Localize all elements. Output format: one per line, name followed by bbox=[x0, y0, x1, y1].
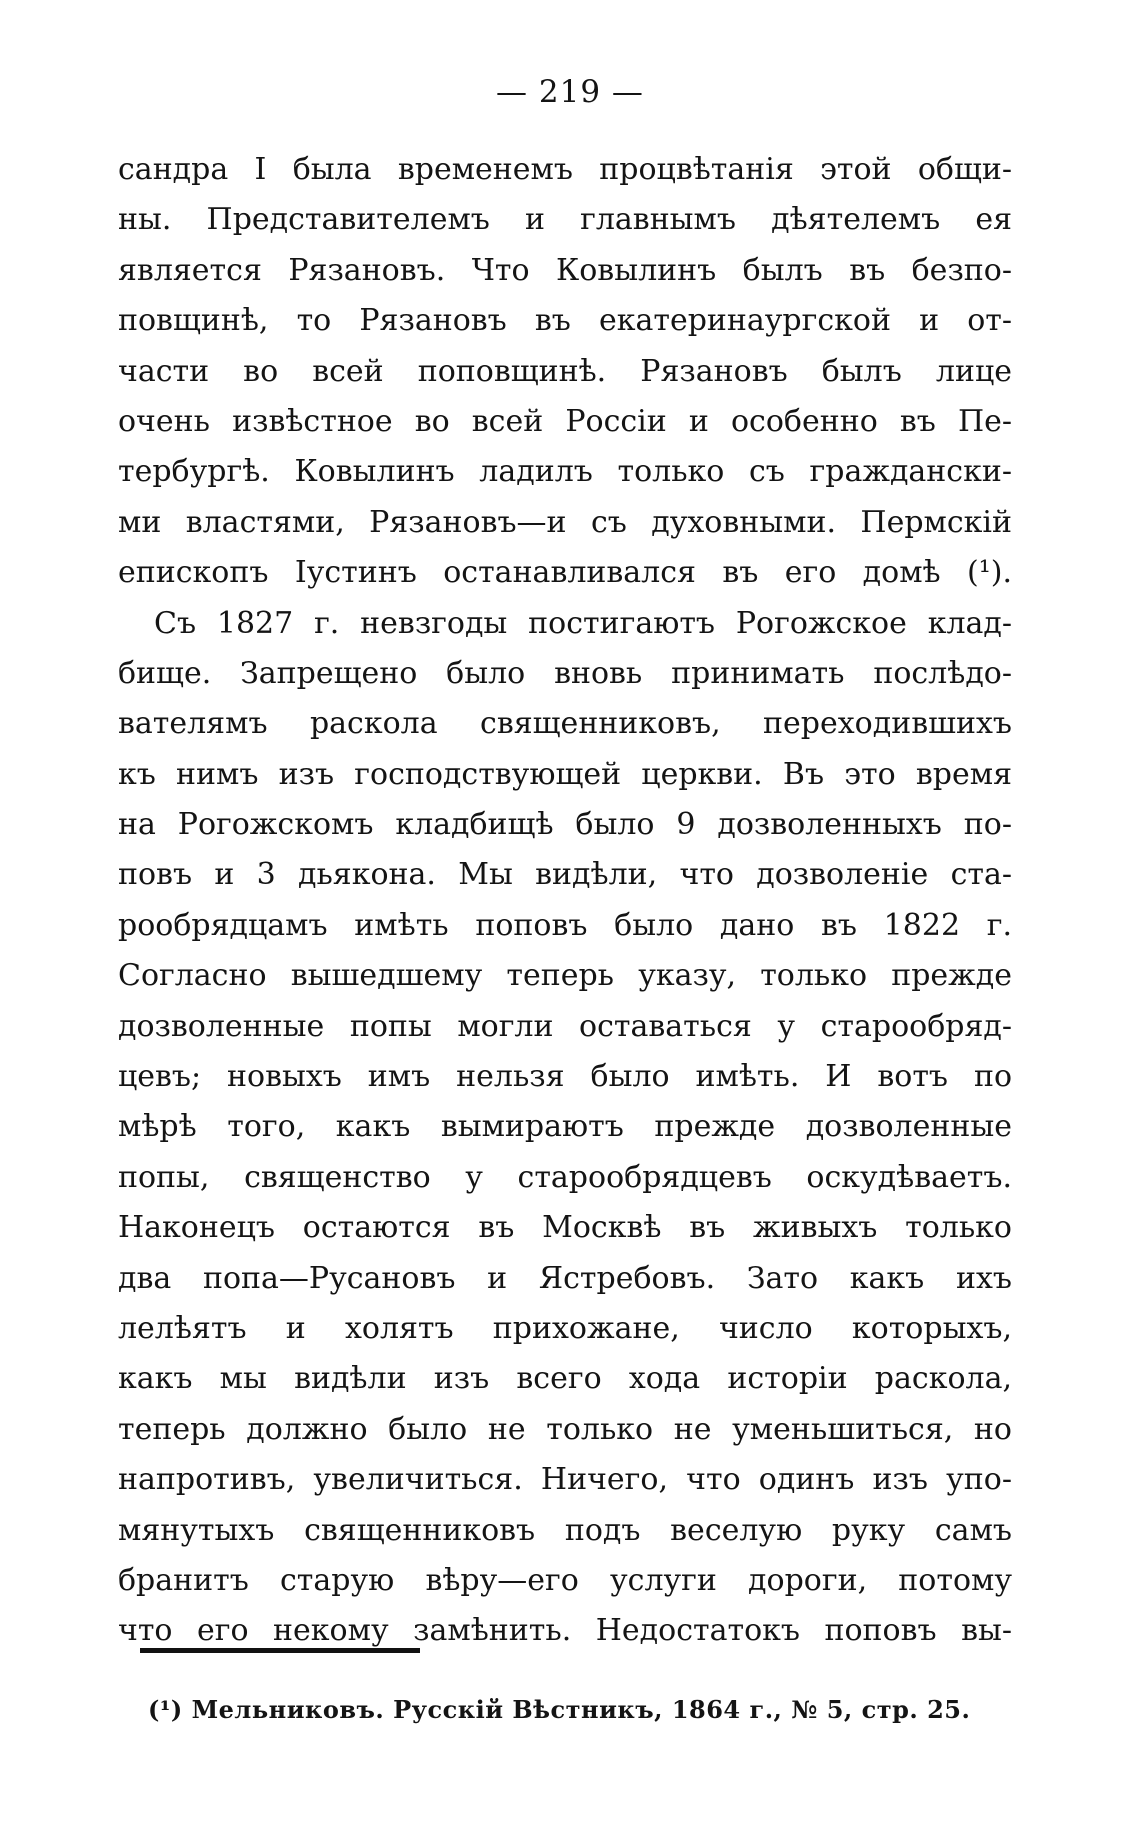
text-line: мѣрѣ того, какъ вымираютъ прежде дозволенные bbox=[118, 1109, 1012, 1145]
text-line: повщинѣ, то Рязановъ въ екатеринаургской и от- bbox=[118, 303, 1012, 339]
text-line: къ нимъ изъ господствующей церкви. Въ это время bbox=[118, 756, 1012, 792]
page-number: — 219 — bbox=[496, 74, 644, 110]
body-text bbox=[118, 145, 1012, 1657]
text-line: рообрядцамъ имѣть поповъ было дано въ 1822 г. bbox=[118, 907, 1012, 943]
text-line: сандра I была временемъ процвѣтанія этой общи- bbox=[118, 152, 1012, 187]
text-line: дозволенные попы могли оставаться у старообряд- bbox=[118, 1008, 1012, 1044]
text-line: тербургѣ. Ковылинъ ладилъ только съ граждански- bbox=[118, 454, 1012, 490]
text-line: является Рязановъ. Что Ковылинъ былъ въ безпо- bbox=[118, 252, 1012, 288]
text-line: Наконецъ остаются въ Москвѣ въ живыхъ только bbox=[118, 1210, 1012, 1246]
text-line: какъ мы видѣли изъ всего хода исторіи раскола, bbox=[118, 1361, 1012, 1397]
text-line: что его некому замѣнить. Недостатокъ поповъ вы- bbox=[118, 1613, 1012, 1649]
text-line: ны. Представителемъ и главнымъ дѣятелемъ ея bbox=[118, 202, 1012, 238]
text-line: повъ и 3 дьякона. Мы видѣли, что дозволеніе ста- bbox=[118, 857, 1012, 893]
text-line: напротивъ, увеличиться. Ничего, что одинъ изъ упо- bbox=[118, 1462, 1012, 1498]
text-line: очень извѣстное во всей Россіи и особенно въ Пе- bbox=[118, 403, 1012, 439]
text-line: попы, священство у старообрядцевъ оскудѣваетъ. bbox=[118, 1159, 1012, 1195]
text-line: вателямъ раскола священниковъ, переходившихъ bbox=[118, 706, 1012, 742]
text-line: цевъ; новыхъ имъ нельзя было имѣть. И вотъ по bbox=[118, 1059, 1012, 1095]
footnote: (¹) Мельниковъ. Русскій Вѣстникъ, 1864 г., № 5, стр. 25. bbox=[148, 1695, 971, 1724]
text-line: части во всей поповщинѣ. Рязановъ былъ лице bbox=[118, 353, 1012, 389]
text-line: теперь должно было не только не уменьшиться, но bbox=[118, 1411, 1012, 1447]
text-line: лелѣятъ и холятъ прихожане, число которыхъ, bbox=[118, 1310, 1012, 1346]
text-line: Съ 1827 г. невзгоды постигаютъ Рогожское клад- bbox=[154, 605, 1012, 641]
text-line: бище. Запрещено было вновь принимать послѣдо- bbox=[118, 655, 1012, 691]
text-line: ми властями, Рязановъ—и съ духовными. Пермскій bbox=[118, 504, 1012, 540]
text-line: мянутыхъ священниковъ подъ веселую руку самъ bbox=[118, 1512, 1012, 1548]
text-line: епископъ Іустинъ останавливался въ его домѣ (¹). bbox=[118, 555, 1012, 591]
footnote-rule bbox=[140, 1648, 420, 1653]
text-line: два попа—Русановъ и Ястребовъ. Зато какъ ихъ bbox=[118, 1260, 1012, 1296]
text-line: Согласно вышедшему теперь указу, только прежде bbox=[118, 958, 1012, 994]
text-line: бранитъ старую вѣру—его услуги дороги, потому bbox=[118, 1562, 1012, 1598]
text-line: на Рогожскомъ кладбищѣ было 9 дозволенныхъ по- bbox=[118, 807, 1012, 843]
